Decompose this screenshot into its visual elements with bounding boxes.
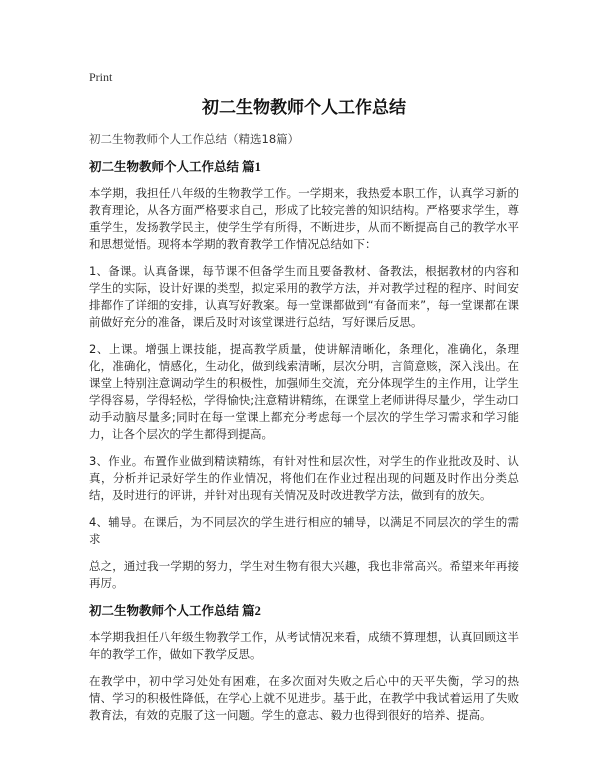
paragraph: 1、备课。认真备课，每节课不但备学生而且要备教材、备教法，根据教材的内容和学生的实际，设计好课的类型，拟定采用的教学方法，并对教学过程的程序、时间安排都作了详细的安排，认真写好教案。每一堂课都做到“有备而来”，每一堂课都在课前做好充分的准备，课后及时对该堂课进行总结，写好课后反思。 [89,264,519,329]
paragraph: 本学期我担任八年级生物教学工作，从考试情况来看，成绩不算理想，认真回顾这半年的教学工作，做如下教学反思。 [89,630,519,661]
section-heading-1: 初二生物教师个人工作总结 篇1 [89,160,261,174]
section-heading-2: 初二生物教师个人工作总结 篇2 [89,604,261,618]
paragraph: 4、辅导。在课后，为不同层次的学生进行相应的辅导，以满足不同层次的学生的需求 [89,515,519,546]
page-title: 初二生物教师个人工作总结 [202,98,406,118]
paragraph: 2、上课。增强上课技能，提高教学质量，使讲解清晰化，条理化，准确化，条理化，准确化，情感化，生动化，做到线索清晰，层次分明，言简意赅，深入浅出。在课堂上特别注意调动学生的积极性，加强师生交流，充分体现学生的主作用，让学生学得容易，学得轻松，学得愉快;注意精讲精练，在课堂上老师讲得尽量少，学生动口动手动脑尽量多;同时在每一堂课上都充分考虑每一个层次的学生学习需求和学习能力，让各个层次的学生都得到提高。 [89,342,519,441]
paragraph: 3、作业。布置作业做到精读精练，有针对性和层次性，对学生的作业批改及时、认真，分析并记录好学生的作业情况，将他们在作业过程出现的问题及时作出分类总结，及时进行的评讲，并针对出现有关情况及时改进教学方法，做到有的放矢。 [89,454,519,502]
paragraph: 本学期，我担任八年级的生物教学工作。一学期来，我热爱本职工作，认真学习新的教育理论，从各方面严格要求自己，形成了比较完善的知识结构。严格要求学生，尊重学生，发扬教学民主，使学生学有所得，不断进步，从而不断提高自己的教学水平和思想觉悟。现将本学期的教育教学工作情况总结如下： [89,186,519,251]
print-link[interactable]: Print [89,70,113,84]
document-page [89,94,519,724]
document-subtitle: 初二生物教师个人工作总结（精选18篇） [89,132,300,146]
paragraph: 总之，通过我一学期的努力，学生对生物有很大兴趣，我也非常高兴。希望来年再接再厉。 [89,559,519,590]
paragraph: 在教学中，初中学习处处有困难，在多次面对失败之后心中的天平失衡，学习的热情、学习的积极性降低，在学心上就不见进步。基于此，在教学中我试着运用了失败教育法，有效的克服了这一问题。学生的意志、毅力也得到很好的培养、提高。 [89,674,519,722]
